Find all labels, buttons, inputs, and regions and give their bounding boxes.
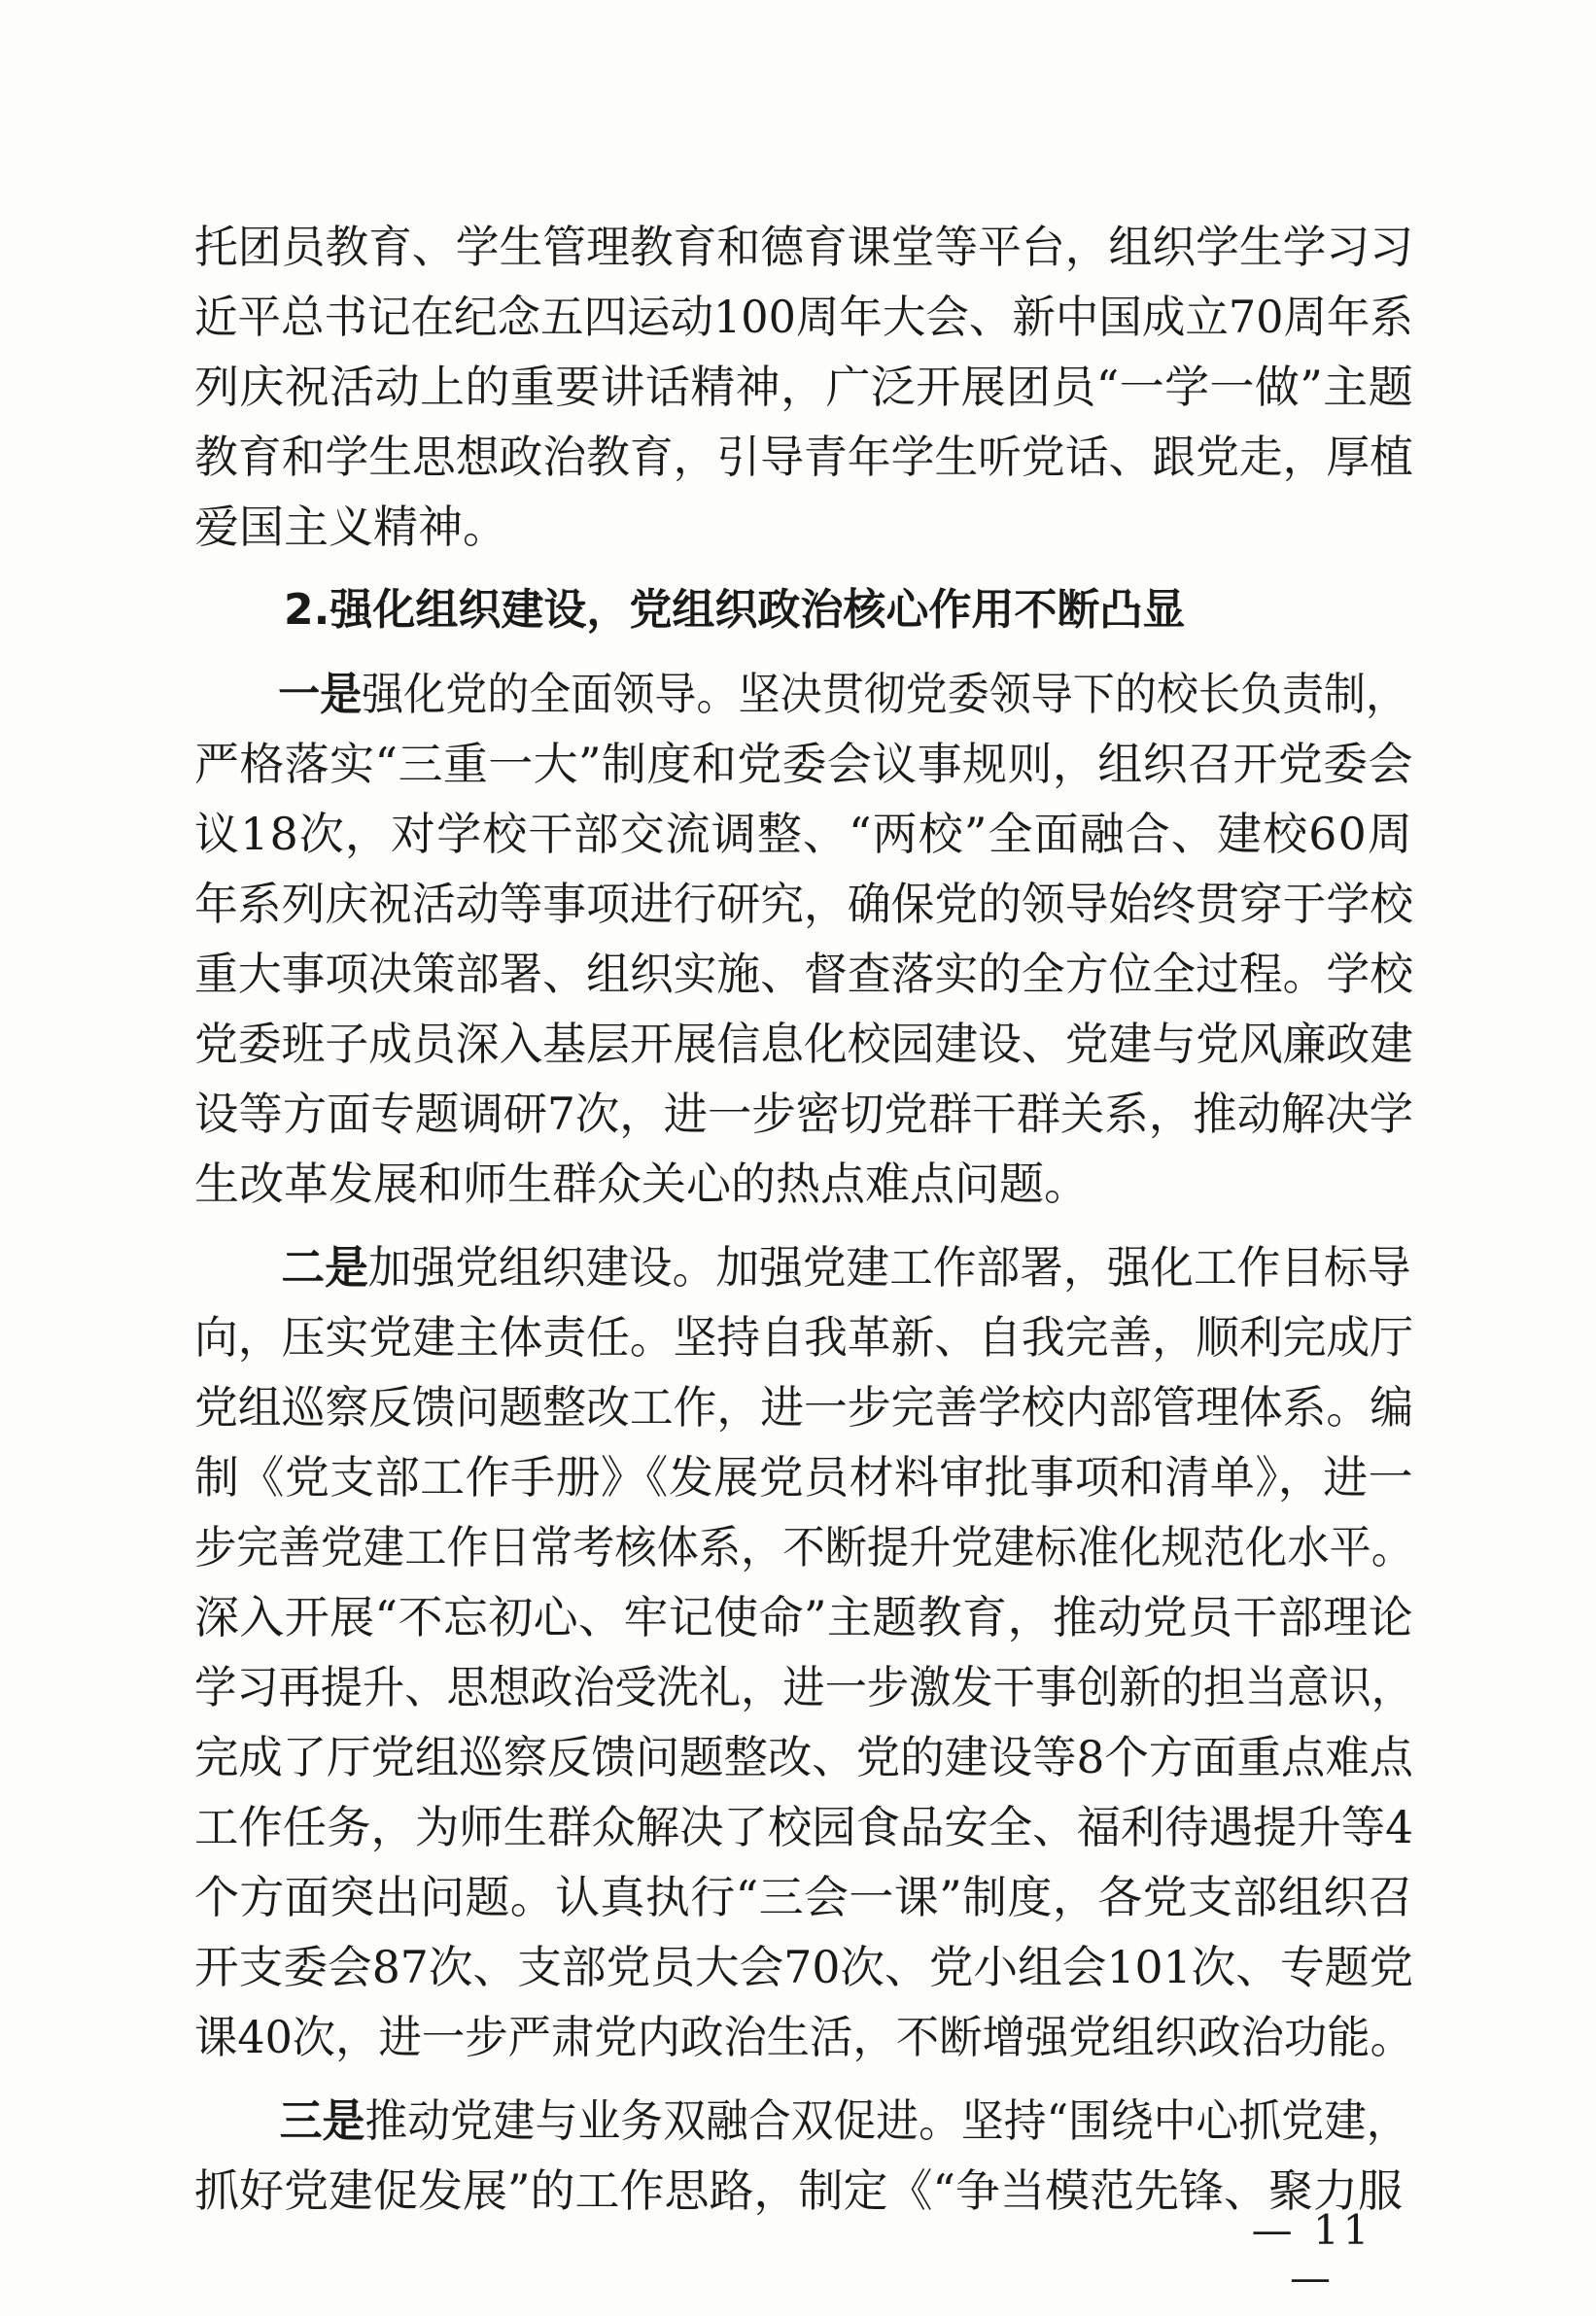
text-line: 教育和学生思想政治教育，引导青年学生听党话、跟党走，厚植 [194, 431, 1413, 483]
paragraph-lead: 三是 [279, 2094, 365, 2147]
text-line: 列庆祝活动上的重要讲话精神，广泛开展团员“一学一做”主题 [194, 361, 1413, 413]
text-line: 年系列庆祝活动等事项进行研究，确保党的领导始终贯穿于学校 [194, 878, 1413, 930]
text-line: 工作任务，为师生群众解决了校园食品安全、福利待遇提升等4 [194, 1801, 1413, 1853]
text-line: 个方面突出问题。认真执行“三会一课”制度，各党支部组织召 [194, 1871, 1413, 1923]
text-line [194, 1232, 1411, 1302]
paragraph-3 [194, 1232, 1413, 2072]
text-line: 近平总书记在纪念五四运动100周年大会、新中国成立70周年系 [194, 291, 1413, 343]
text-line: 深入开展“不忘初心、牢记使命”主题教育，推动党员干部理论 [194, 1591, 1413, 1643]
text-line: 爱国主义精神。 [194, 501, 507, 553]
text-line: 制《党支部工作手册》《发展党员材料审批事项和清单》，进一 [194, 1451, 1414, 1504]
paragraph-4 [194, 2086, 1413, 2226]
text-line: 课40次，进一步严肃党内政治生活，不断增强党组织政治功能。 [194, 2011, 1413, 2063]
text-line: 完成了厅党组巡察反馈问题整改、党的建设等8个方面重点难点 [194, 1731, 1413, 1783]
paragraph-2 [194, 659, 1413, 1219]
text-line: 托团员教育、学生管理教育和德育课堂等平台，组织学生学习习 [194, 221, 1413, 273]
text-line: 设等方面专题调研7次，进一步密切党群干群关系，推动解决学 [194, 1088, 1413, 1140]
text-span: 推动党建与业务双融合双促进。坚持“围绕中心抓党建， [364, 2094, 1409, 2147]
text-line: 生改革发展和师生群众关心的热点难点问题。 [194, 1158, 1089, 1210]
text-line: 学习再提升、思想政治受洗礼，进一步激发干事创新的担当意识， [194, 1661, 1413, 1713]
text-span: 加强党组织建设。加强党建工作部署，强化工作目标导 [367, 1241, 1411, 1294]
text-line: 重大事项决策部署、组织实施、督查落实的全方位全过程。学校 [194, 948, 1413, 1000]
paragraph-gap [194, 2072, 1413, 2086]
text-line: 党组巡察反馈问题整改工作，进一步完善学校内部管理体系。编 [194, 1381, 1413, 1434]
text-line: 党委班子成员深入基层开展信息化校园建设、党建与党风廉政建 [194, 1018, 1413, 1070]
page-number: — 11 — [1251, 2206, 1373, 2301]
paragraph-lead: 一是 [278, 668, 363, 720]
text-line [194, 659, 1408, 729]
text-line [194, 2086, 1409, 2156]
body-text [194, 212, 1413, 2226]
paragraph-gap [194, 1219, 1413, 1232]
text-line: 抓好党建促发展”的工作思路，制定《“争当模范先锋、聚力服 [194, 2164, 1404, 2217]
paragraph-1 [194, 212, 1413, 562]
paragraph-lead: 二是 [281, 1241, 368, 1294]
text-span: 强化党的全面领导。坚决贯彻党委领导下的校长负责制， [362, 668, 1408, 720]
text-line: 向，压实党建主体责任。坚持自我革新、自我完善，顺利完成厅 [194, 1311, 1413, 1364]
text-line: 严格落实“三重一大”制度和党委会议事规则，组织召开党委会 [194, 738, 1413, 790]
text-line: 开支委会87次、支部党员大会70次、党小组会101次、专题党 [194, 1941, 1414, 1993]
paragraph-gap [194, 562, 1413, 575]
section-heading: 2.强化组织建设，党组织政治核心作用不断凸显 [284, 585, 1186, 635]
text-line: 步完善党建工作日常考核体系，不断提升党建标准化规范化水平。 [194, 1521, 1413, 1573]
paragraph-gap [194, 645, 1413, 659]
text-line: 议18次，对学校干部交流调整、“两校”全面融合、建校60周 [194, 808, 1413, 860]
